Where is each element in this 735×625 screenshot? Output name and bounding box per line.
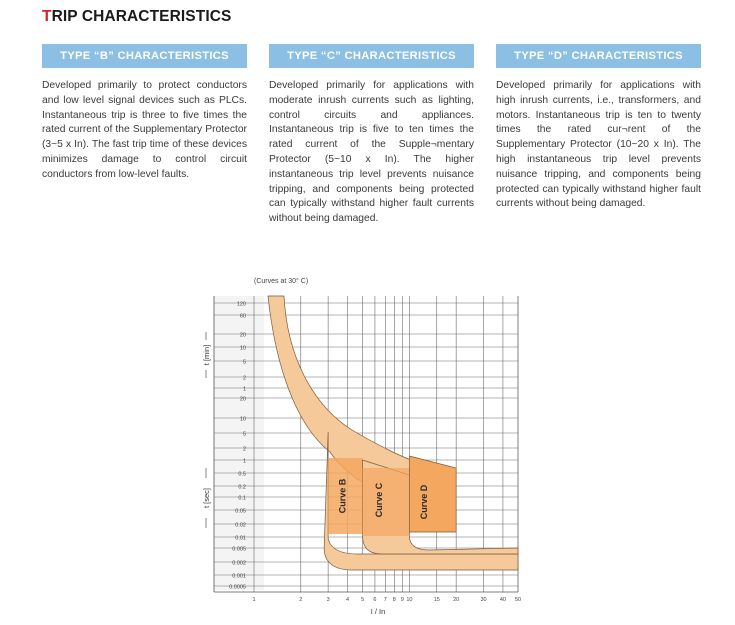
x-tick-labels — [252, 597, 521, 603]
x-tick-2: 2 — [299, 597, 303, 603]
x-tick-20: 20 — [453, 597, 460, 603]
title-accent-letter: T — [42, 8, 52, 25]
x-tick-1: 1 — [252, 597, 256, 603]
type-b-description: Developed primarily to protect conductors and low level signal devices such as PLCs. Instantaneous trip is three to five times the rated current of the Supplementary Protector (3~5 x In). The fast trip time of these devices minimizes damage to control circuit conductors from low-level faults. — [42, 80, 247, 180]
y-tick-sec: 0.001 — [232, 573, 246, 580]
y-tick-min: 2 — [242, 375, 246, 382]
y-tick-sec: 0.5 — [238, 471, 246, 478]
x-tick-40: 40 — [499, 597, 507, 603]
y-tick-sec: 20 — [239, 396, 246, 403]
type-d-description: Developed primarily for applications with high inrush currents, i.e., transformers, and motors. Instantaneous trip is ten to twenty times the rated cur¬rent of the Supplementary Protector (10~20 x In). The high instantaneous trip level prevents nuisance tripping, and components being protected can typically withstand higher fault currents without being damaged. — [496, 80, 701, 210]
type-c-column — [269, 44, 474, 227]
x-axis-label: I / In — [370, 607, 386, 616]
trip-curve-chart — [192, 270, 532, 620]
x-tick-50: 50 — [514, 597, 522, 603]
y-tick-sec: 0.002 — [232, 560, 246, 567]
type-b-column — [42, 44, 247, 183]
type-d-column — [496, 44, 701, 212]
y-tick-min: 10 — [239, 345, 246, 352]
y-axis-label-min: t [min] — [202, 344, 211, 366]
y-tick-sec: 0.0005 — [229, 584, 246, 591]
y-tick-min: 1 — [242, 386, 246, 393]
y-tick-sec: 0.02 — [235, 522, 246, 529]
y-tick-min: 120 — [236, 301, 246, 308]
x-tick-30: 30 — [480, 597, 487, 603]
curve-d-band — [409, 456, 456, 532]
y-tick-sec: 0.01 — [235, 535, 246, 542]
x-tick-15: 15 — [433, 597, 440, 603]
trip-curve-svg — [192, 270, 532, 620]
type-c-description: Developed primarily for applications with moderate inrush currents such as lighting, control circuits and appliances. Instantaneous trip is five to ten times the rated current of the Supple¬mentary Protector (5~10 x In). The higher instantaneous trip level prevents nuisance tripping, and components being protected can typically withstand higher fault currents without being damaged. — [269, 80, 474, 225]
type-d-header: TYPE “D” CHARACTERISTICS — [496, 44, 701, 68]
y-tick-sec: 5 — [242, 431, 246, 438]
type-c-header: TYPE “C” CHARACTERISTICS — [269, 44, 474, 68]
x-tick-4: 4 — [346, 597, 350, 603]
curve-label-b: Curve B — [337, 478, 348, 514]
y-tick-sec: 10 — [239, 416, 246, 423]
x-tick-6: 6 — [373, 597, 377, 603]
title-rest: RIP CHARACTERISTICS — [51, 8, 232, 25]
chart-title: (Curves at 30° C) — [254, 278, 309, 285]
curve-c-highlight — [363, 468, 410, 536]
y-tick-min: 5 — [242, 359, 246, 366]
x-tick-8: 8 — [392, 597, 396, 603]
y-tick-sec: 0.1 — [238, 495, 246, 502]
curve-label-d: Curve D — [418, 484, 429, 520]
x-tick-3: 3 — [326, 597, 330, 603]
y-tick-sec: 2 — [242, 446, 246, 453]
x-tick-10: 10 — [406, 597, 413, 603]
y-tick-min: 60 — [239, 313, 246, 320]
y-tick-sec: 0.2 — [238, 484, 246, 491]
x-tick-9: 9 — [400, 597, 404, 603]
y-axis-label-sec: t [sec] — [202, 487, 211, 509]
type-b-header: TYPE “B” CHARACTERISTICS — [42, 44, 247, 68]
y-tick-sec: 0.05 — [235, 508, 246, 515]
x-tick-5: 5 — [361, 597, 365, 603]
y-tick-sec: 1 — [242, 458, 246, 465]
y-tick-sec: 0.005 — [232, 546, 246, 553]
x-tick-7: 7 — [383, 597, 387, 603]
curve-label-c: Curve C — [374, 482, 384, 518]
page-title — [42, 8, 231, 26]
y-tick-min: 20 — [239, 332, 246, 339]
